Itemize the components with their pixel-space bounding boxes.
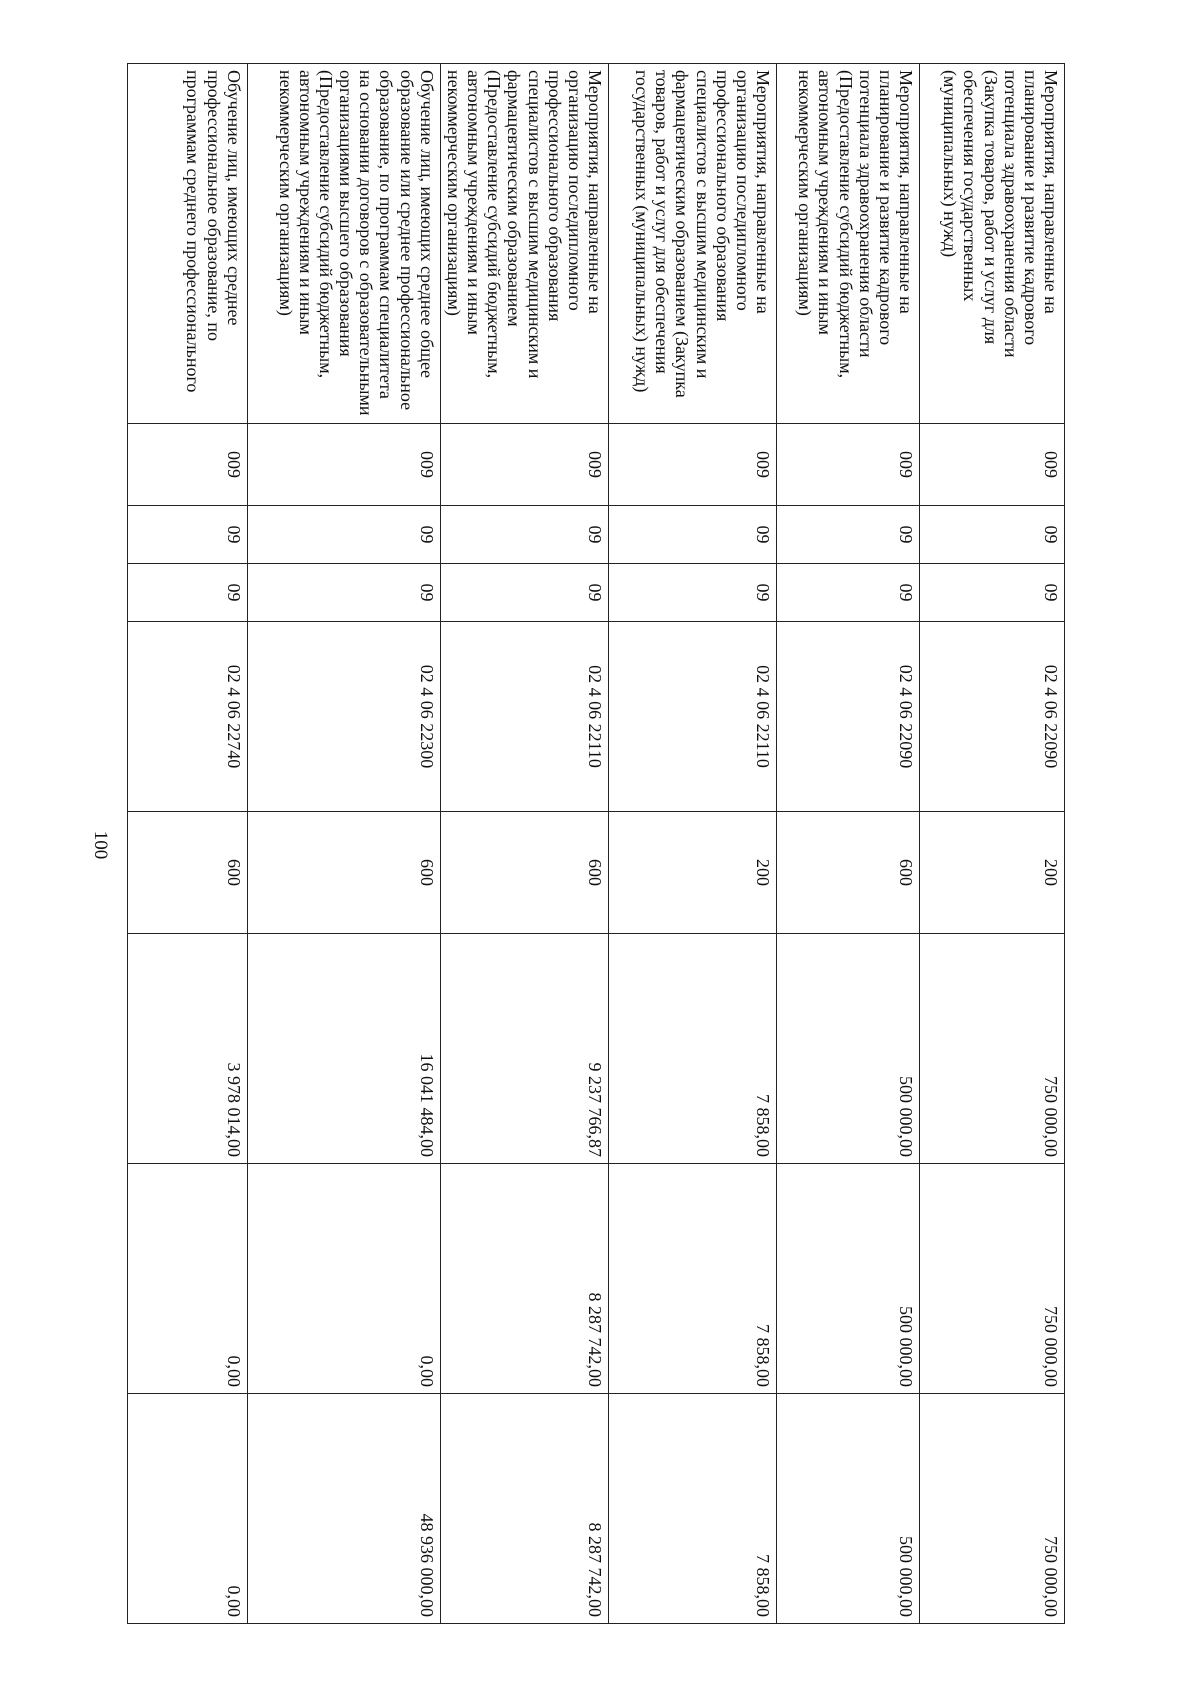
row-description: Обучение лиц, имеющих среднее профессиональное образование, по программам среднего профессионального <box>127 64 247 424</box>
row-description: Мероприятия, направленные на планирование и развитие кадрового потенциала здравоохранения области (Предоставление субсидий бюджетным, автономным учреждениям и иным некоммерческим организациям) <box>777 64 920 424</box>
target-article: 02 4 06 22090 <box>920 622 1065 812</box>
row-description: Обучение лиц, имеющих среднее общее образование или среднее профессиональное образование, по программам специалитета на основании договоров с образовательными организациями высшего образования (Предоставление субсидий бюджетным, автономным учреждениям и иным некоммерческим организациям) <box>247 64 440 424</box>
table-row <box>609 64 777 1624</box>
target-article: 02 4 06 22740 <box>127 622 247 812</box>
sum-year-3: 750 000,00 <box>920 1394 1065 1624</box>
expense-type: 600 <box>440 812 608 934</box>
table-container <box>130 63 1065 1623</box>
table-row <box>777 64 920 1624</box>
row-description: Мероприятия, направленные на организацию последипломного профессионального образования специалистов с высшим медицинским и фармацевтическим образованием (Закупка товаров, работ и услуг для обеспечения государственных (муниципальных) нужд) <box>609 64 777 424</box>
ministry-code: 009 <box>609 424 777 506</box>
sum-year-3: 48 936 000,00 <box>247 1394 440 1624</box>
sum-year-2: 7 858,00 <box>609 1164 777 1394</box>
section-code: 09 <box>920 506 1065 564</box>
target-article: 02 4 06 22110 <box>440 622 608 812</box>
table-row <box>247 64 440 1624</box>
expense-type: 600 <box>777 812 920 934</box>
sum-year-1: 9 237 766,87 <box>440 934 608 1164</box>
section-code: 09 <box>440 506 608 564</box>
sum-year-1: 750 000,00 <box>920 934 1065 1164</box>
target-article: 02 4 06 22090 <box>777 622 920 812</box>
budget-table <box>127 63 1065 1624</box>
sum-year-2: 0,00 <box>127 1164 247 1394</box>
subsection-code: 09 <box>247 564 440 622</box>
row-description: Мероприятия, направленные на организацию последипломного профессионального образования специалистов с высшим медицинским и фармацевтическим образованием (Предоставление субсидий бюджетным, автономным учреждениям и иным некоммерческим организациям) <box>440 64 608 424</box>
table-row <box>920 64 1065 1624</box>
subsection-code: 09 <box>609 564 777 622</box>
sum-year-1: 500 000,00 <box>777 934 920 1164</box>
subsection-code: 09 <box>920 564 1065 622</box>
expense-type: 600 <box>127 812 247 934</box>
table-row <box>127 64 247 1624</box>
expense-type: 200 <box>920 812 1065 934</box>
ministry-code: 009 <box>247 424 440 506</box>
target-article: 02 4 06 22300 <box>247 622 440 812</box>
sum-year-1: 16 041 484,00 <box>247 934 440 1164</box>
ministry-code: 009 <box>440 424 608 506</box>
sum-year-2: 500 000,00 <box>777 1164 920 1394</box>
sum-year-3: 0,00 <box>127 1394 247 1624</box>
section-code: 09 <box>127 506 247 564</box>
sum-year-3: 8 287 742,00 <box>440 1394 608 1624</box>
section-code: 09 <box>609 506 777 564</box>
ministry-code: 009 <box>777 424 920 506</box>
target-article: 02 4 06 22110 <box>609 622 777 812</box>
expense-type: 600 <box>247 812 440 934</box>
sum-year-1: 7 858,00 <box>609 934 777 1164</box>
expense-type: 200 <box>609 812 777 934</box>
sum-year-2: 750 000,00 <box>920 1164 1065 1394</box>
ministry-code: 009 <box>920 424 1065 506</box>
subsection-code: 09 <box>440 564 608 622</box>
section-code: 09 <box>777 506 920 564</box>
sum-year-3: 500 000,00 <box>777 1394 920 1624</box>
row-description: Мероприятия, направленные на планирование и развитие кадрового потенциала здравоохранения области (Закупка товаров, работ и услуг для обеспечения государственных (муниципальных) нужд) <box>920 64 1065 424</box>
table-row <box>440 64 608 1624</box>
subsection-code: 09 <box>127 564 247 622</box>
section-code: 09 <box>247 506 440 564</box>
ministry-code: 009 <box>127 424 247 506</box>
page-number: 100 <box>90 830 111 860</box>
sum-year-3: 7 858,00 <box>609 1394 777 1624</box>
sum-year-1: 3 978 014,00 <box>127 934 247 1164</box>
sum-year-2: 0,00 <box>247 1164 440 1394</box>
subsection-code: 09 <box>777 564 920 622</box>
sum-year-2: 8 287 742,00 <box>440 1164 608 1394</box>
